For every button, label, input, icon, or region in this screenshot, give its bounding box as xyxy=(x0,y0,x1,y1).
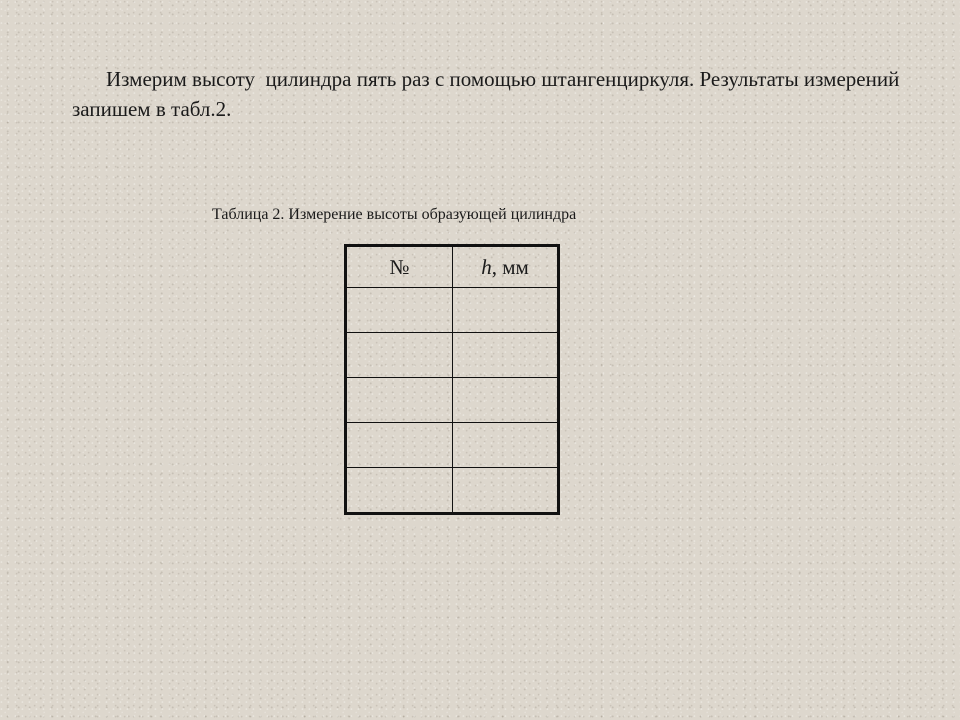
height-symbol: h xyxy=(481,254,492,279)
table-caption: Таблица 2. Измерение высоты образующей цилиндра xyxy=(212,206,577,223)
table-cell xyxy=(346,468,453,514)
table-row xyxy=(346,288,559,333)
table-row xyxy=(346,333,559,378)
height-unit: , мм xyxy=(491,254,529,279)
table-cell xyxy=(453,468,559,514)
column-header-height xyxy=(453,246,559,288)
table-row xyxy=(346,378,559,423)
table-cell xyxy=(453,423,559,468)
table-cell xyxy=(346,288,453,333)
table-row xyxy=(346,468,559,514)
table-cell xyxy=(346,423,453,468)
table-cell xyxy=(346,378,453,423)
table-cell xyxy=(453,333,559,378)
table-cell xyxy=(453,378,559,423)
intro-paragraph: Измерим высоту цилиндра пять раз с помощью штангенциркуля. Результаты измерений запишем в табл.2. xyxy=(72,67,905,121)
table-row xyxy=(346,423,559,468)
column-header-number: № xyxy=(346,246,453,288)
table-cell xyxy=(346,333,453,378)
table-cell xyxy=(453,288,559,333)
measurement-table xyxy=(344,244,560,515)
table-header-row xyxy=(346,246,559,288)
